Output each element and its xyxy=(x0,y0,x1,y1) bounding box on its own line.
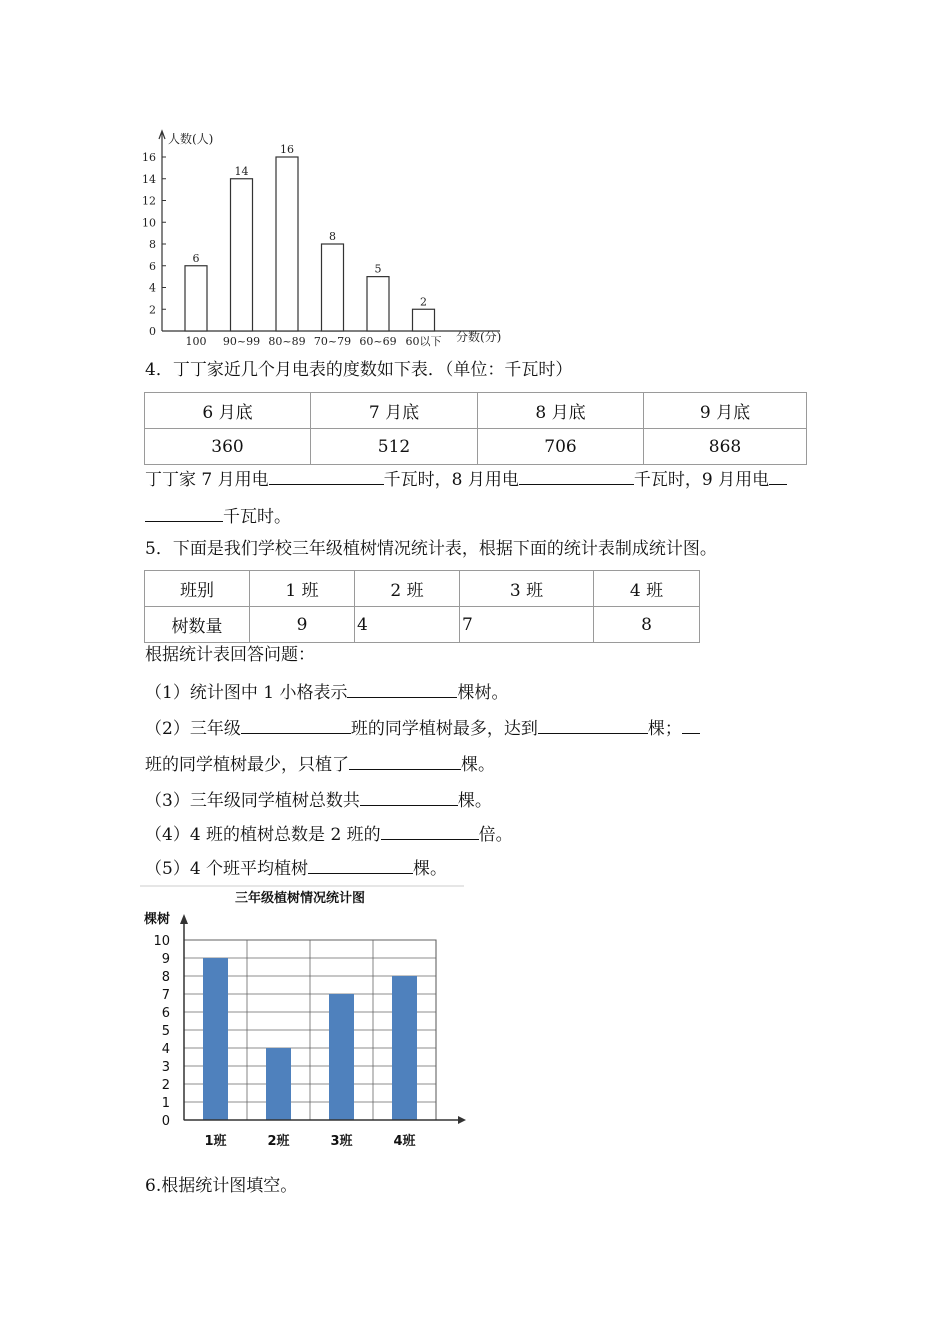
chart2-bar xyxy=(266,1048,291,1120)
q5-row-cell: 4 xyxy=(355,607,460,643)
chart1-bar-label: 2 xyxy=(420,295,427,309)
chart1-xlabel: 分数(分) xyxy=(456,330,502,344)
chart1-bar xyxy=(413,309,435,331)
chart1-bar-label: 14 xyxy=(234,164,249,178)
chart2-y-tick-label: 6 xyxy=(161,1006,170,1021)
q5-answer-blank-2d[interactable] xyxy=(349,751,461,770)
q5-sub2-cont: 班的同学植树最少，只植了 棵。 xyxy=(145,751,495,777)
q4-answer-blank-aug[interactable] xyxy=(519,466,634,485)
chart2-y-tick-label: 10 xyxy=(153,934,170,949)
q5-header-cell: 1 班 xyxy=(250,571,355,607)
chart1-y-tick-label: 6 xyxy=(149,259,156,273)
chart1-y-tick-label: 12 xyxy=(142,194,156,208)
q4-header-cell: 8 月底 xyxy=(478,393,644,429)
chart1-y-tick-label: 14 xyxy=(142,172,156,186)
q4-header-cell: 7 月底 xyxy=(311,393,478,429)
q4-fill-line-1: 丁丁家 7 月用电 千瓦时，8 月用电 千瓦时，9 月用电 xyxy=(145,466,787,492)
q5-sub4: （4）4 班的植树总数是 2 班的 倍。 xyxy=(145,821,513,847)
chart1-y-tick-label: 10 xyxy=(142,216,156,230)
chart2-bar xyxy=(329,994,354,1120)
chart1-y-tick-label: 0 xyxy=(149,325,156,338)
q6-title: 6.根据统计图填空。 xyxy=(145,1176,298,1196)
q4-value-cell: 868 xyxy=(644,429,807,465)
q4-answer-blank-sep[interactable] xyxy=(769,466,787,485)
chart2-y-tick-label: 7 xyxy=(161,988,170,1003)
q5-header-cell: 2 班 xyxy=(355,571,460,607)
q5-intro: 根据统计表回答问题： xyxy=(145,645,315,665)
chart2-y-arrow xyxy=(180,914,188,924)
q5-row-cell: 树数量 xyxy=(145,607,250,643)
q4-header-cell: 9 月底 xyxy=(644,393,807,429)
chart2-x-tick-label: 1班 xyxy=(204,1134,227,1149)
q4-value-cell: 706 xyxy=(478,429,644,465)
chart1-y-tick-label: 8 xyxy=(149,238,156,251)
q5-row-cell: 9 xyxy=(250,607,355,643)
score-bar-chart xyxy=(140,125,520,350)
chart2-y-tick-label: 1 xyxy=(161,1096,170,1111)
q4-fill-line-2: 千瓦时。 xyxy=(145,503,291,529)
chart2-y-tick-label: 0 xyxy=(161,1114,170,1129)
q5-sub2: （2）三年级 班的同学植树最多，达到 棵； xyxy=(145,715,700,741)
q4-header-cell: 6 月底 xyxy=(145,393,311,429)
q5-answer-blank-2c[interactable] xyxy=(682,715,700,734)
chart2-bar xyxy=(392,976,417,1120)
q5-row-cell: 7 xyxy=(460,607,594,643)
q5-header-cell: 3 班 xyxy=(460,571,594,607)
chart1-bar xyxy=(231,179,253,331)
q5-sub1: （1）统计图中 1 小格表示 棵树。 xyxy=(145,679,508,705)
q4-value-cell: 512 xyxy=(311,429,478,465)
chart2-x-arrow xyxy=(458,1116,466,1124)
chart2-title: 三年级植树情况统计图 xyxy=(235,891,366,906)
chart2-ylabel: 棵树 xyxy=(144,912,171,927)
q5-answer-blank-2b[interactable] xyxy=(538,715,648,734)
chart1-bar-label: 16 xyxy=(280,143,294,156)
chart2-x-tick-label: 3班 xyxy=(330,1134,353,1149)
q5-answer-blank-3[interactable] xyxy=(360,787,458,806)
q5-header-cell: 4 班 xyxy=(594,571,700,607)
q5-row-cell: 8 xyxy=(594,607,700,643)
chart1-y-tick-label: 4 xyxy=(149,281,156,295)
q5-header-cell: 班别 xyxy=(145,571,250,607)
q4-header-row xyxy=(145,393,807,429)
q5-answer-blank-4[interactable] xyxy=(381,821,479,840)
chart1-x-tick-label: 90~99 xyxy=(222,335,261,348)
q5-answer-blank-5[interactable] xyxy=(308,855,413,874)
chart1-x-tick-label: 60~69 xyxy=(359,335,397,348)
chart1-bar xyxy=(367,277,389,331)
tree-planting-bar-chart xyxy=(140,880,470,1155)
chart1-x-tick-label: 100 xyxy=(185,335,207,348)
q5-title: 5．下面是我们学校三年级植树情况统计表，根据下面的统计表制成统计图。 xyxy=(145,539,717,559)
chart2-y-tick-label: 8 xyxy=(161,970,170,985)
q5-answer-blank-2a[interactable] xyxy=(241,715,351,734)
q5-sub5: （5）4 个班平均植树 棵。 xyxy=(145,855,447,881)
q4-answer-blank-sep-cont[interactable] xyxy=(145,503,223,522)
chart2-y-tick-label: 3 xyxy=(161,1060,170,1075)
chart2-y-tick-label: 9 xyxy=(161,952,170,967)
q4-value-cell: 360 xyxy=(145,429,311,465)
chart1-ylabel: 人数(人) xyxy=(168,132,214,146)
q4-title: 4．丁丁家近几个月电表的度数如下表．（单位：千瓦时） xyxy=(145,360,573,380)
q5-table xyxy=(144,570,700,643)
chart1-bar-label: 6 xyxy=(192,251,200,265)
chart1-y-tick-label: 16 xyxy=(142,151,156,164)
chart1-bar-label: 5 xyxy=(374,262,382,276)
q4-answer-blank-july[interactable] xyxy=(269,466,384,485)
q5-answer-blank-1[interactable] xyxy=(347,679,457,698)
chart2-x-tick-label: 2班 xyxy=(267,1134,290,1149)
chart1-y-tick-label: 2 xyxy=(149,303,156,317)
chart2-y-tick-label: 5 xyxy=(161,1024,170,1039)
chart1-x-tick-label: 80~89 xyxy=(268,335,306,348)
chart2-y-tick-label: 4 xyxy=(161,1042,170,1057)
q4-table xyxy=(144,392,807,465)
chart1-bar xyxy=(276,157,298,331)
q4-value-row xyxy=(145,429,807,465)
chart1-bars xyxy=(185,143,442,348)
q5-sub3: （3）三年级同学植树总数共 棵。 xyxy=(145,787,492,813)
chart1-bar xyxy=(185,266,207,331)
chart2-bar xyxy=(203,958,228,1120)
chart2-x-tick-label: 4班 xyxy=(393,1134,416,1149)
chart2-y-tick-label: 2 xyxy=(161,1078,170,1093)
chart1-bar-label: 8 xyxy=(329,230,336,243)
chart1-x-tick-label: 60以下 xyxy=(405,335,442,348)
chart1-bar xyxy=(322,244,344,331)
chart1-x-tick-label: 70~79 xyxy=(313,335,352,348)
